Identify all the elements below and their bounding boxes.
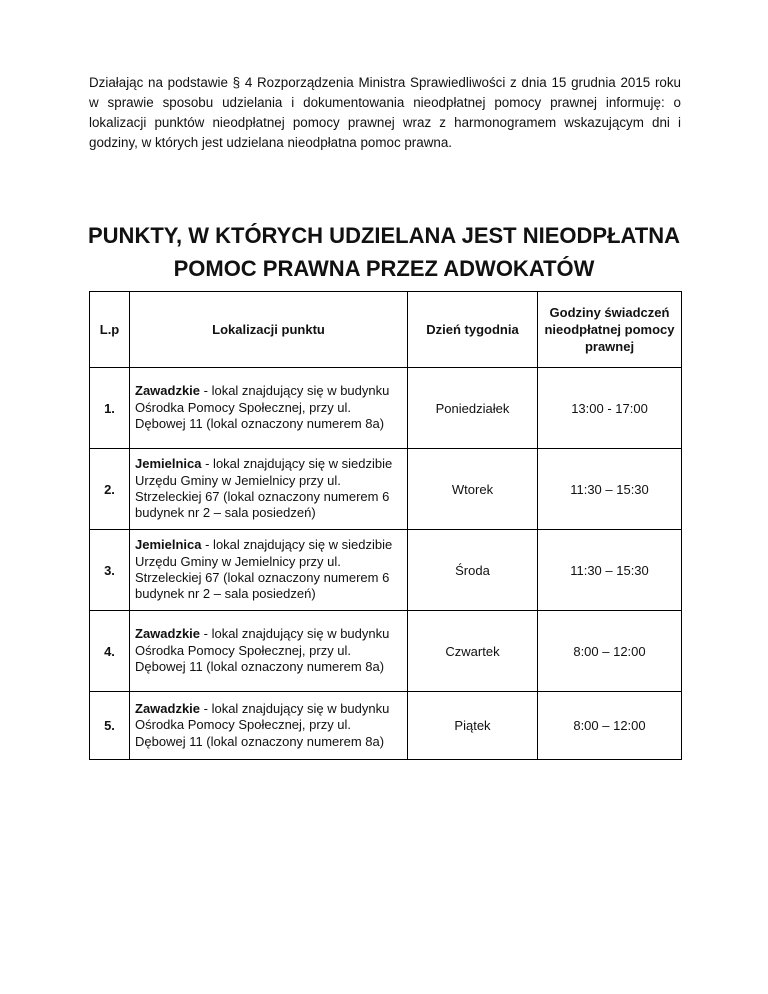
intro-paragraph: Działając na podstawie § 4 Rozporządzenia Ministra Sprawiedliwości z dnia 15 grudnia 2015 roku w sprawie sposobu udzielania i dokumentowania nieodpłatnej pomocy prawnej informuję: o lokalizacji punktów nieodpłatnej pomocy prawnej wraz z harmonogramem wskazującym dni i godziny, w których jest udzielana nieodpłatna pomoc prawna. [89,75,681,150]
title-line-1: PUNKTY, W KTÓRYCH UDZIELANA JEST NIEODPŁATNA [88,223,680,248]
table-header-row [90,292,682,368]
row-day: Poniedziałek [408,368,538,449]
row-hours: 13:00 - 17:00 [538,368,682,449]
table-row [90,692,682,760]
row-place-name: Jemielnica [135,456,202,472]
title-line-2: POMOC PRAWNA PRZEZ ADWOKATÓW [173,256,595,281]
header-day: Dzień tygodnia [408,292,538,368]
row-location [130,611,408,692]
row-location [130,368,408,449]
table-row [90,611,682,692]
row-place-name: Zawadzkie [135,700,201,716]
row-place-name: Zawadzkie [135,383,201,399]
row-location [130,692,408,760]
table-row [90,368,682,449]
row-number: 4. [90,611,130,692]
row-place-description: - lokal znajdujący się w siedzibie Urzędu Gminy w Jemielnicy przy ul. Strzeleckiej 67 (lokal oznaczony numerem 6 budynek nr 2 – sala posiedzeń) [135,537,393,602]
row-day: Wtorek [408,449,538,530]
row-number: 1. [90,368,130,449]
row-place-description: - lokal znajdujący się w budynku Ośrodka Pomocy Społecznej, przy ul. Dębowej 11 (lokal oznaczony numerem 8a) [135,383,390,432]
row-location [130,530,408,611]
row-number: 5. [90,692,130,760]
table-row [90,449,682,530]
header-hours: Godziny świadczeń nieodpłatnej pomocy prawnej [538,292,682,368]
row-hours: 8:00 – 12:00 [538,692,682,760]
table-row [90,530,682,611]
row-hours: 11:30 – 15:30 [538,449,682,530]
row-number: 2. [90,449,130,530]
row-hours: 8:00 – 12:00 [538,611,682,692]
row-place-description: - lokal znajdujący się w budynku Ośrodka Pomocy Społecznej, przy ul. Dębowej 11 (lokal oznaczony numerem 8a) [135,700,390,749]
header-lp: L.p [90,292,130,368]
row-hours: 11:30 – 15:30 [538,530,682,611]
row-number: 3. [90,530,130,611]
row-day: Piątek [408,692,538,760]
row-place-description: - lokal znajdujący się w budynku Ośrodka Pomocy Społecznej, przy ul. Dębowej 11 (lokal oznaczony numerem 8a) [135,626,390,675]
legal-aid-points-table [89,291,682,760]
row-day: Środa [408,530,538,611]
row-place-description: - lokal znajdujący się w siedzibie Urzędu Gminy w Jemielnicy przy ul. Strzeleckiej 67 (lokal oznaczony numerem 6 budynek nr 2 – sala posiedzeń) [135,456,393,521]
row-place-name: Zawadzkie [135,626,201,642]
row-day: Czwartek [408,611,538,692]
row-location [130,449,408,530]
header-location: Lokalizacji punktu [130,292,408,368]
document-title [60,219,708,285]
row-place-name: Jemielnica [135,537,202,553]
